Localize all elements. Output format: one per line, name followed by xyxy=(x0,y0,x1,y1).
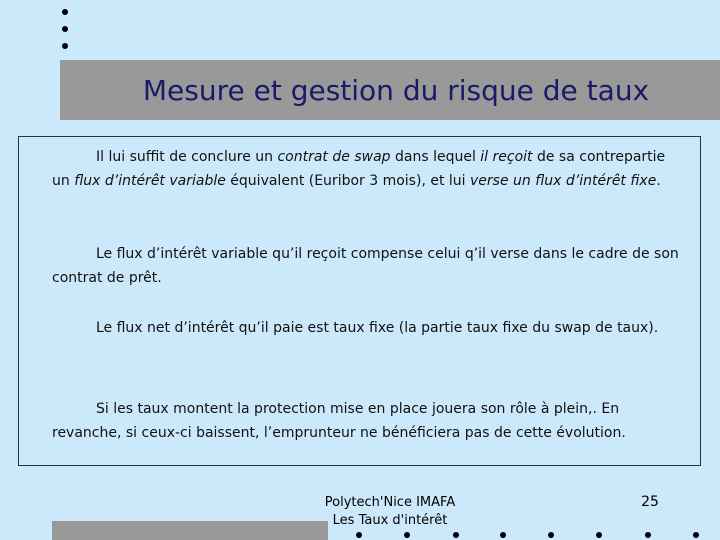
page-number: 25 xyxy=(641,494,659,510)
paragraph-variable-flow xyxy=(52,242,682,290)
decorative-dot xyxy=(453,532,459,538)
paragraph-swap xyxy=(52,145,682,193)
paragraph-rates xyxy=(52,397,682,445)
footer-line-2: Les Taux d'intérêt xyxy=(332,513,448,528)
decorative-dot xyxy=(693,532,699,538)
decorative-dot xyxy=(62,26,68,32)
text-run: Le flux d’intérêt variable qu’il reçoit compense celui q’il verse dans le cadre de son contrat de prêt. xyxy=(52,246,679,286)
decorative-dot xyxy=(356,532,362,538)
decorative-dot xyxy=(645,532,651,538)
text-run: . xyxy=(656,173,661,189)
text-run: dans lequel xyxy=(390,149,481,165)
footer-line-1: Polytech'Nice IMAFA xyxy=(324,495,456,510)
decorative-dot xyxy=(500,532,506,538)
footer xyxy=(300,494,480,530)
decorative-dot xyxy=(404,532,410,538)
decorative-dot xyxy=(596,532,602,538)
slide-title: Mesure et gestion du risque de taux xyxy=(142,73,650,107)
italic-run: flux d’intérêt variable xyxy=(74,173,226,189)
decorative-dot xyxy=(548,532,554,538)
italic-run: contrat de swap xyxy=(277,149,391,165)
text-run: Il lui suffit de conclure un xyxy=(96,149,278,165)
decorative-dot xyxy=(62,9,68,15)
text-run: Le flux net d’intérêt qu’il paie est taux fixe (la partie taux fixe du swap de taux). xyxy=(96,320,659,336)
text-run: de sa contrepartie un xyxy=(52,149,666,189)
bottom-bar xyxy=(52,521,328,540)
text-run: Si les taux montent la protection mise en place jouera son rôle à plein,. En revanche, si ceux-ci baissent, l’emprunteur ne bénéficiera pas de cette évolution. xyxy=(52,401,626,441)
text-run: équivalent (Euribor 3 mois), et lui xyxy=(225,173,470,189)
decorative-dot xyxy=(62,43,68,49)
paragraph-net-flow xyxy=(52,316,682,340)
italic-run: il reçoit xyxy=(480,149,533,165)
italic-run: verse un flux d’intérêt fixe xyxy=(470,173,657,189)
